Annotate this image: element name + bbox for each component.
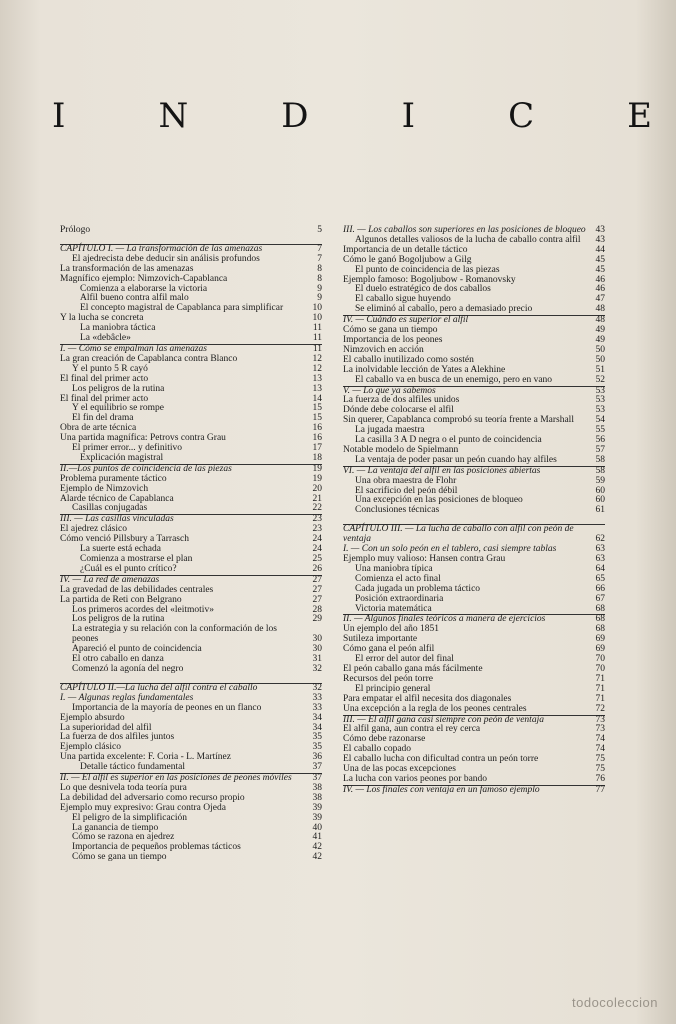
- toc-entry-title: El otro caballo en danza: [72, 654, 164, 665]
- toc-entry-page: 49: [595, 334, 605, 345]
- toc-entry-title: V. — Lo que ya sabemos: [343, 385, 436, 396]
- toc-entry-page: 19: [312, 473, 322, 484]
- toc-entry-page: 55: [595, 425, 605, 436]
- toc-entry-page: 58: [595, 454, 605, 465]
- toc-entry-page: 30: [312, 644, 322, 655]
- toc-entry-title: Cómo gana el peón alfil: [343, 644, 435, 655]
- toc-entry-page: 53: [595, 395, 605, 406]
- toc-entry-title: La casilla 3 A D negra o el punto de coincidencia: [355, 435, 542, 446]
- toc-entry-title: El principio general: [355, 683, 431, 694]
- toc-entry-title: Lo que desnivela toda teoría pura: [60, 782, 187, 793]
- toc-entry-title: La jugada maestra: [355, 425, 425, 436]
- toc-entry-page: 38: [312, 782, 322, 793]
- toc-entry-title: El ajedrecista debe deducir sin análisis profundos: [72, 253, 260, 264]
- toc-entry-title: La inolvidable lección de Yates a Alekhine: [343, 364, 506, 375]
- toc-entry-title: Una excepción a la regla de los peones centrales: [343, 703, 527, 714]
- toc-entry-page: 19: [312, 463, 322, 474]
- toc-entry-page: 39: [312, 802, 322, 813]
- toc-entry-page: 46: [595, 274, 605, 285]
- toc-entry: [60, 853, 322, 863]
- toc-entry-title: ¿Cuál es el punto crítico?: [80, 563, 177, 574]
- toc-entry-title: La «debâcle»: [80, 333, 131, 344]
- toc-entry-title: Alarde técnico de Capablanca: [60, 493, 174, 504]
- toc-entry-page: 56: [595, 435, 605, 446]
- toc-entry-page: 9: [317, 293, 322, 304]
- toc-entry-title: III. — El alfil gana casi siempre con peón de ventaja: [343, 714, 544, 725]
- toc-entry-page: 26: [312, 563, 322, 574]
- toc-entry-page: 67: [595, 593, 605, 604]
- toc-entry-page: 42: [312, 842, 322, 853]
- toc-entry-title: I. — Algunas reglas fundamentales: [60, 692, 194, 703]
- toc-entry-page: 71: [595, 683, 605, 694]
- toc-entry-page: 35: [312, 732, 322, 743]
- toc-entry-title: II. — Algunos finales teóricos a manera de ejercicios: [343, 614, 546, 625]
- toc-entry-page: 71: [595, 673, 605, 684]
- toc-entry-title: El caballo va en busca de un enemigo, pero en vano: [355, 374, 553, 385]
- title-letter: I: [52, 96, 66, 136]
- toc-entry-title: Comenzó la agonía del negro: [72, 663, 184, 674]
- toc-entry: [343, 705, 605, 715]
- toc-entry: [60, 504, 322, 514]
- toc-entry-title: El concepto magistral de Capablanca para simplificar: [80, 303, 284, 314]
- toc-entry-page: 46: [595, 284, 605, 295]
- toc-entry-page: 20: [312, 483, 322, 494]
- toc-entry-title: Comienza el acto final: [355, 573, 441, 584]
- toc-entry-page: 68: [595, 624, 605, 635]
- toc-entry-title: Los primeros acordes del «leitmotiv»: [72, 604, 214, 615]
- toc-entry-title: IV. — Cuándo es superior el alfil: [343, 315, 469, 326]
- toc-entry-page: 76: [595, 773, 605, 784]
- toc-entry-title: El punto de coincidencia de las piezas: [355, 264, 500, 275]
- toc-entry-page: 62: [595, 534, 605, 545]
- toc-entry-title: Sutileza importante: [343, 634, 418, 645]
- toc-entry-page: 7: [317, 253, 322, 264]
- toc-entry-page: 13: [312, 373, 322, 384]
- toc-entry-title: El ajedrez clásico: [60, 524, 127, 535]
- toc-entry-title: Una partida excelente: F. Coria - L. Martínez: [60, 752, 231, 763]
- toc-entry-page: 30: [312, 634, 322, 645]
- toc-entry-title: Una partida magnífica: Petrovs contra Grau: [60, 433, 226, 444]
- toc-entry-title: Sin querer, Capablanca comprobó su teoría frente a Marshall: [343, 415, 574, 426]
- toc-entry-title: La ventaja de poder pasar un peón cuando hay alfiles: [355, 454, 557, 465]
- toc-entry-page: 70: [595, 663, 605, 674]
- toc-entry-page: 40: [312, 822, 322, 833]
- toc-entry-page: 68: [595, 603, 605, 614]
- toc-entry-page: 53: [595, 385, 605, 396]
- toc-entry-title: Detalle táctico fundamental: [80, 762, 185, 773]
- toc-entry-title: El final del primer acto: [60, 373, 149, 384]
- toc-entry-title: Una de las pocas excepciones: [343, 764, 456, 775]
- toc-entry-page: 57: [595, 444, 605, 455]
- toc-entry-title: Comienza a elaborarse la victoria: [80, 283, 208, 294]
- toc-entry-page: 24: [312, 544, 322, 555]
- title-letter: D: [281, 96, 309, 136]
- toc-entry-page: 9: [317, 283, 322, 294]
- toc-entry-title: El caballo lucha con dificultad contra un peón torre: [343, 754, 539, 765]
- toc-entry-page: 48: [595, 304, 605, 315]
- toc-entry-title: Algunos detalles valiosos de la lucha de caballo contra alfil: [355, 234, 581, 245]
- toc-entry-title: El caballo inutilizado como sostén: [343, 354, 474, 365]
- toc-entry-title: Obra de arte técnica: [60, 423, 137, 434]
- toc-entry-title: III. — Las casillas vinculadas: [60, 514, 174, 525]
- toc-entry-page: 5: [317, 225, 322, 235]
- toc-entry-title: Prólogo: [60, 225, 91, 235]
- toc-entry: [60, 665, 322, 675]
- toc-entry-page: 11: [312, 343, 322, 354]
- toc-entry-page: 50: [595, 354, 605, 365]
- toc-entry-page: 15: [312, 413, 322, 424]
- toc-entry-title: III. — Los caballos son superiores en las posiciones de bloqueo: [343, 225, 586, 235]
- toc-entry: [60, 334, 322, 344]
- toc-entry-title: Cómo se gana un tiempo: [72, 852, 167, 863]
- toc-entry-title: I. — Con un solo peón en el tablero, casi siempre tablas: [343, 544, 557, 555]
- toc-entry-page: 27: [312, 574, 322, 585]
- toc-entry-title: La maniobra táctica: [80, 323, 156, 334]
- toc-entry-title: El caballo copado: [343, 744, 412, 755]
- toc-entry-page: 27: [312, 594, 322, 605]
- toc-entry-page: 21: [312, 493, 322, 504]
- toc-entry-page: 43: [595, 225, 605, 235]
- toc-entry-title: Dónde debe colocarse el alfil: [343, 405, 454, 416]
- toc-entry-title: El fin del drama: [72, 413, 134, 424]
- toc-entry-title: Problema puramente táctico: [60, 473, 167, 484]
- toc-gap: [60, 675, 322, 683]
- page-title: [52, 96, 652, 136]
- toc-entry-title: Ejemplo muy valioso: Hansen contra Grau: [343, 554, 506, 564]
- toc-entry-page: 66: [595, 583, 605, 594]
- toc-entry-title: Ejemplo absurdo: [60, 712, 125, 723]
- toc-entry-page: 77: [595, 784, 605, 795]
- toc-entry-page: 11: [312, 333, 322, 344]
- toc-entry-title: Posición extraordinaria: [355, 593, 444, 604]
- toc-entry: [60, 763, 322, 773]
- toc-entry-title: Comienza a mostrarse el plan: [80, 554, 193, 564]
- toc-entry-page: 44: [595, 244, 605, 255]
- toc-entry-title: Notable modelo de Spielmann: [343, 444, 459, 455]
- toc-entry-title: La partida de Reti con Belgrano: [60, 594, 182, 605]
- toc-entry-title: I. — Cómo se empalman las amenazas: [60, 343, 207, 354]
- toc-entry-page: 53: [595, 405, 605, 416]
- toc-entry-page: 69: [595, 644, 605, 655]
- toc-entry-title: Importancia de un detalle táctico: [343, 244, 468, 255]
- toc-entry-page: 33: [312, 692, 322, 703]
- watermark: todocoleccion: [572, 995, 658, 1010]
- toc-right-column: [343, 226, 605, 796]
- toc-entry-page: 60: [595, 495, 605, 506]
- toc-entry-title: El peligro de la simplificación: [72, 812, 188, 823]
- toc-entry-title: CAPÍTULO I. — La transformación de las amenazas: [60, 243, 263, 254]
- toc-entry: [60, 714, 322, 724]
- toc-entry-title: Importancia de los peones: [343, 334, 443, 345]
- toc-entry-page: 70: [595, 654, 605, 665]
- toc-entry-page: 43: [595, 234, 605, 245]
- toc-entry-title: Casillas conjugadas: [72, 503, 148, 514]
- toc-entry-title: Y el punto 5 R cayó: [72, 363, 148, 374]
- toc-entry: [60, 226, 322, 236]
- toc-entry-page: 31: [312, 654, 322, 665]
- toc-entry-page: 65: [595, 573, 605, 584]
- toc-entry-title: Ejemplo clásico: [60, 742, 121, 753]
- toc-entry-page: 35: [312, 742, 322, 753]
- toc-entry-title: Los peligros de la rutina: [72, 383, 165, 394]
- toc-entry-title: Se eliminó al caballo, pero a demasiado precio: [355, 304, 533, 315]
- toc-entry-page: 60: [595, 485, 605, 496]
- toc-entry-page: 68: [595, 614, 605, 625]
- toc-entry-title: El caballo sigue huyendo: [355, 294, 451, 305]
- toc-entry-title: Cómo debe razonarse: [343, 734, 426, 745]
- toc-entry-page: 45: [595, 254, 605, 265]
- toc-entry: [343, 456, 605, 466]
- toc-entry-page: 12: [312, 363, 322, 374]
- toc-entry-title: Recursos del peón torre: [343, 673, 433, 684]
- toc-entry-title: El error del autor del final: [355, 654, 454, 665]
- toc-entry-title: Importancia de la mayoría de peones en un flanco: [72, 702, 262, 713]
- toc-entry-page: 29: [312, 614, 322, 625]
- toc-entry-page: 27: [312, 584, 322, 595]
- toc-entry-page: 63: [595, 544, 605, 555]
- toc-entry-title: Importancia de pequeños problemas tácticos: [72, 842, 241, 853]
- toc-gap: [60, 236, 322, 244]
- toc-entry-page: 42: [312, 852, 322, 863]
- toc-entry-page: 7: [317, 243, 322, 254]
- toc-entry-title: Una excepción en las posiciones de bloqueo: [355, 495, 523, 506]
- title-letter: I: [401, 96, 416, 136]
- toc-entry-page: 59: [595, 475, 605, 486]
- toc-entry-page: 36: [312, 752, 322, 763]
- toc-entry-title: La debilidad del adversario como recurso propio: [60, 792, 245, 803]
- toc-entry-page: 22: [312, 503, 322, 514]
- toc-entry-title: La lucha con varios peones por bando: [343, 773, 488, 784]
- toc-entry-page: 37: [312, 773, 322, 784]
- toc-entry-title: La ganancia de tiempo: [72, 822, 159, 833]
- toc-entry-page: 48: [595, 315, 605, 326]
- toc-entry-title: Los peligros de la rutina: [72, 614, 165, 625]
- toc-entry-title: Cómo venció Pillsbury a Tarrasch: [60, 534, 189, 545]
- toc-entry-page: 51: [595, 364, 605, 375]
- toc-entry-title: La fuerza de dos alfiles unidos: [343, 395, 460, 406]
- toc-entry-page: 8: [317, 273, 322, 284]
- toc-entry-title: Explicación magistral: [80, 452, 164, 463]
- toc-entry-title: Ejemplo famoso: Bogoljubow - Romanovsky: [343, 274, 516, 285]
- toc-entry-page: 64: [595, 563, 605, 574]
- toc-entry-title: II. — El alfil es superior en las posiciones de peones móviles: [60, 773, 292, 784]
- toc-entry-title: Cómo se razona en ajedrez: [72, 832, 175, 843]
- toc-entry-page: 13: [312, 383, 322, 394]
- toc-entry-page: 18: [312, 452, 322, 463]
- toc-entry-title: IV. — La red de amenazas: [60, 574, 160, 585]
- toc-entry-page: 72: [595, 703, 605, 714]
- toc-entry-title: CAPÍTULO II.—La lucha del alfil contra el caballo: [60, 682, 258, 693]
- toc-entry-title: Cada jugada un problema táctico: [355, 583, 481, 594]
- toc-entry-title: Un ejemplo del año 1851: [343, 624, 440, 635]
- toc-entry-title: La fuerza de dos alfiles juntos: [60, 732, 175, 743]
- toc-entry-title: La estrategia y su relación con la conformación de los peones: [72, 624, 277, 645]
- toc-entry-page: 8: [317, 263, 322, 274]
- toc-entry-title: La transformación de las amenazas: [60, 263, 194, 274]
- toc-entry-title: VI. — La ventaja del alfil en las posiciones abiertas: [343, 465, 541, 476]
- toc-entry-title: Ejemplo muy expresivo: Grau contra Ojeda: [60, 802, 226, 813]
- toc-entry-title: La gravedad de las debilidades centrales: [60, 584, 214, 595]
- toc-entry: [60, 454, 322, 464]
- toc-entry-page: 73: [595, 714, 605, 725]
- toc-entry-page: 37: [312, 762, 322, 773]
- toc-entry: [343, 506, 605, 516]
- toc-entry-page: 11: [312, 323, 322, 334]
- toc-entry-page: 17: [312, 443, 322, 454]
- toc-entry-title: El peón caballo gana más fácilmente: [343, 663, 483, 674]
- toc-entry-page: 71: [595, 693, 605, 704]
- toc-entry-title: Y la lucha se concreta: [60, 313, 144, 324]
- toc-entry-title: La gran creación de Capablanca contra Blanco: [60, 353, 238, 364]
- toc-entry-title: El final del primer acto: [60, 393, 149, 404]
- toc-entry-page: 45: [595, 264, 605, 275]
- toc-entry-page: 75: [595, 764, 605, 775]
- toc-entry-title: Y el equilibrio se rompe: [72, 403, 164, 414]
- toc-entry: [343, 305, 605, 315]
- toc-entry-title: El duelo estratégico de dos caballos: [355, 284, 491, 295]
- toc-entry-page: 32: [312, 663, 322, 674]
- toc-entry-page: 47: [595, 294, 605, 305]
- toc-entry-page: 50: [595, 344, 605, 355]
- toc-entry-title: La superioridad del alfil: [60, 722, 152, 733]
- toc-entry-page: 15: [312, 403, 322, 414]
- toc-entry-page: 75: [595, 754, 605, 765]
- toc-entry-title: Una obra maestra de Flohr: [355, 475, 457, 486]
- toc-entry-page: 16: [312, 433, 322, 444]
- toc-entry-title: Apareció el punto de coincidencia: [72, 644, 202, 655]
- toc-entry-page: 73: [595, 724, 605, 735]
- toc-entry-page: 23: [312, 524, 322, 535]
- toc-entry-title: Alfil bueno contra alfil malo: [80, 293, 189, 304]
- toc-entry-title: El sacrificio del peón débil: [355, 485, 458, 496]
- toc-entry-page: 54: [595, 415, 605, 426]
- title-letter: E: [627, 96, 652, 136]
- toc-entry-title: II.—Los puntos de coincidencia de las piezas: [60, 463, 232, 474]
- toc-entry-title: Victoria matemática: [355, 603, 432, 614]
- toc-entry-page: 49: [595, 325, 605, 336]
- toc-entry-title: El alfil gana, aun contra el rey cerca: [343, 724, 481, 735]
- toc-entry-page: 34: [312, 712, 322, 723]
- toc-entry-page: 58: [595, 465, 605, 476]
- toc-entry-title: Ejemplo de Nimzovich: [60, 483, 149, 494]
- toc-entry-title: La suerte está echada: [80, 544, 161, 555]
- toc-left-column: [60, 226, 322, 863]
- toc-entry-title: Cómo le ganó Bogoljubow a Gilg: [343, 254, 472, 265]
- toc-entry: [343, 524, 605, 545]
- toc-entry-page: 10: [312, 313, 322, 324]
- toc-entry-page: 23: [312, 514, 322, 525]
- toc-entry-page: 16: [312, 423, 322, 434]
- title-letter: N: [158, 96, 189, 136]
- toc-entry-title: IV. — Los finales con ventaja en un famoso ejemplo: [343, 784, 540, 795]
- toc-entry-page: 74: [595, 734, 605, 745]
- toc-entry-title: Nimzovich en acción: [343, 344, 424, 355]
- toc-entry-title: Para empatar el alfil necesita dos diagonales: [343, 693, 512, 704]
- toc-entry-page: 41: [312, 832, 322, 843]
- toc-entry: [343, 775, 605, 785]
- toc-entry-title: Una maniobra típica: [355, 563, 433, 574]
- toc-entry-page: 69: [595, 634, 605, 645]
- toc-entry-page: 34: [312, 722, 322, 733]
- toc-entry-page: 28: [312, 604, 322, 615]
- toc-entry: [60, 625, 322, 645]
- toc-entry-title: Magnífico ejemplo: Nimzovich-Capablanca: [60, 273, 228, 284]
- toc-entry-page: 24: [312, 534, 322, 545]
- toc-entry-title: Conclusiones técnicas: [355, 505, 440, 516]
- toc-entry: [60, 565, 322, 575]
- toc-entry-page: 74: [595, 744, 605, 755]
- toc-entry-page: 32: [312, 682, 322, 693]
- toc-entry-page: 39: [312, 812, 322, 823]
- toc-entry-page: 61: [595, 505, 605, 516]
- toc-entry-page: 63: [595, 554, 605, 564]
- toc-entry: [343, 376, 605, 386]
- toc-entry-page: 12: [312, 353, 322, 364]
- toc-entry: [343, 785, 605, 796]
- toc-entry-title: El primer error... y definitivo: [72, 443, 183, 454]
- title-letter: C: [508, 96, 535, 136]
- toc-entry-page: 10: [312, 303, 322, 314]
- toc-entry-page: 25: [312, 554, 322, 564]
- toc-entry-page: 38: [312, 792, 322, 803]
- toc-entry-page: 52: [595, 374, 605, 385]
- toc-entry: [343, 605, 605, 615]
- toc-entry: [60, 385, 322, 395]
- toc-entry-page: 14: [312, 393, 322, 404]
- toc-entry-title: CAPÍTULO III. — La lucha de caballo con alfil con peón de ventaja: [343, 524, 574, 545]
- toc-entry-page: 33: [312, 702, 322, 713]
- toc-entry-title: Cómo se gana un tiempo: [343, 325, 438, 336]
